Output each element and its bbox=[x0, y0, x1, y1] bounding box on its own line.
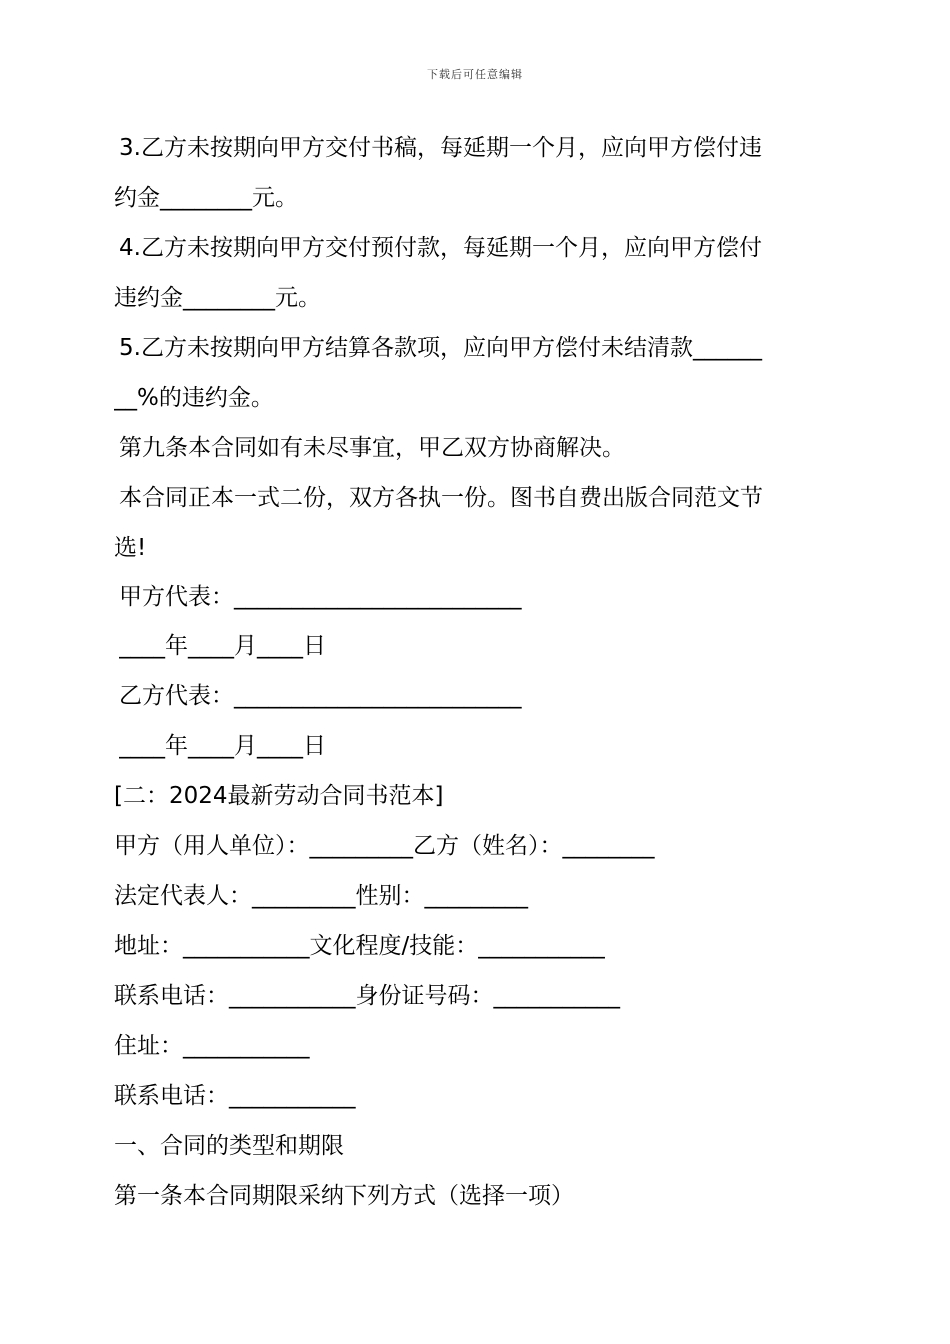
section-title-labor-contract: [二：2024最新劳动合同书范本] bbox=[114, 783, 444, 809]
article-1: 第一条本合同期限采纳下列方式（选择一项） bbox=[114, 1183, 574, 1209]
party-b-date: ____年____月____日 bbox=[119, 733, 326, 759]
employer-employee-fields: 甲方（用人单位）：_________乙方（姓名）：________ bbox=[114, 833, 655, 859]
clause-5-line-2: __%的违约金。 bbox=[114, 385, 274, 411]
phone-field: 联系电话：___________ bbox=[114, 1083, 356, 1109]
page-header-note: 下载后可任意编辑 bbox=[427, 68, 523, 81]
party-a-date: ____年____月____日 bbox=[119, 633, 326, 659]
address-education-fields: 地址：___________文化程度/技能：___________ bbox=[114, 933, 605, 959]
clause-3-line-1: 3.乙方未按期向甲方交付书稿，每延期一个月，应向甲方偿付违 bbox=[119, 135, 762, 161]
party-a-representative: 甲方代表：_________________________ bbox=[119, 584, 522, 610]
phone-id-fields: 联系电话：___________身份证号码：___________ bbox=[114, 983, 620, 1009]
clause-5-line-1: 5.乙方未按期向甲方结算各款项，应向甲方偿付未结清款______ bbox=[119, 335, 762, 361]
clause-4-line-1: 4.乙方未按期向甲方交付预付款，每延期一个月，应向甲方偿付 bbox=[119, 235, 762, 261]
residence-field: 住址：___________ bbox=[114, 1033, 310, 1059]
clause-4-line-2: 违约金________元。 bbox=[114, 285, 321, 311]
copies-line-2: 选! bbox=[114, 535, 147, 561]
copies-line-1: 本合同正本一式二份，双方各执一份。图书自费出版合同范文节 bbox=[119, 485, 763, 511]
section-heading-contract-type: 一、合同的类型和期限 bbox=[114, 1133, 344, 1159]
legal-rep-gender-fields: 法定代表人：_________性别：_________ bbox=[114, 883, 528, 909]
article-9: 第九条本合同如有未尽事宜，甲乙双方协商解决。 bbox=[119, 435, 625, 461]
party-b-representative: 乙方代表：_________________________ bbox=[119, 683, 522, 709]
clause-3-line-2: 约金________元。 bbox=[114, 185, 298, 211]
